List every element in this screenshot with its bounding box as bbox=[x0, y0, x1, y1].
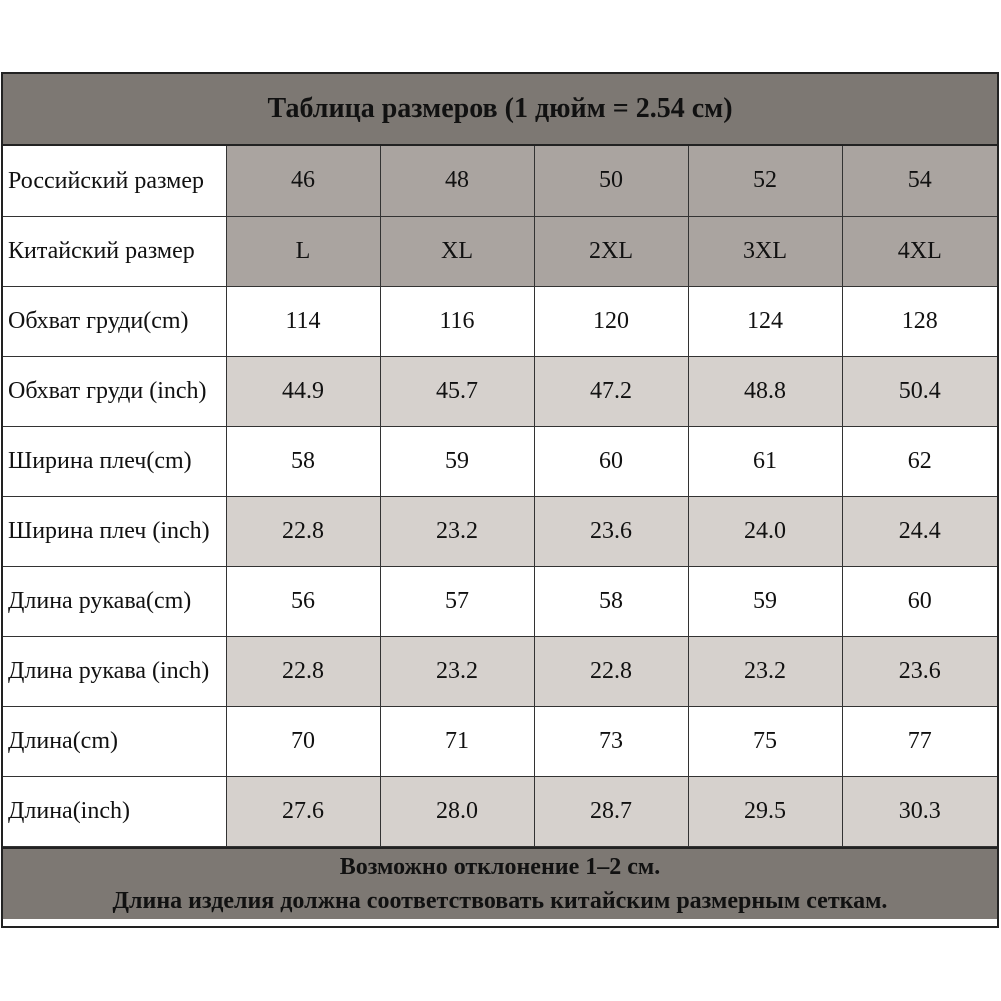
table-cell: 28.7 bbox=[534, 776, 688, 846]
table-cell: 60 bbox=[534, 426, 688, 496]
table-cell: 62 bbox=[842, 426, 997, 496]
table-cell: 48.8 bbox=[688, 356, 842, 426]
table-cell: 60 bbox=[842, 566, 997, 636]
row-label: Ширина плеч(cm) bbox=[3, 426, 226, 496]
table-cell: 73 bbox=[534, 706, 688, 776]
table-cell: 124 bbox=[688, 286, 842, 356]
table-cell: 114 bbox=[226, 286, 380, 356]
table-cell: 61 bbox=[688, 426, 842, 496]
size-table bbox=[3, 146, 997, 847]
table-row bbox=[3, 496, 997, 566]
table-cell: 58 bbox=[226, 426, 380, 496]
row-label: Ширина плеч (inch) bbox=[3, 496, 226, 566]
table-row bbox=[3, 426, 997, 496]
table-cell: 22.8 bbox=[226, 496, 380, 566]
table-cell: 23.2 bbox=[380, 636, 534, 706]
table-cell: 2XL bbox=[534, 216, 688, 286]
footer-note-line-1: Возможно отклонение 1–2 см. bbox=[339, 853, 661, 880]
table-cell: 44.9 bbox=[226, 356, 380, 426]
table-cell: 46 bbox=[226, 146, 380, 216]
table-cell: 48 bbox=[380, 146, 534, 216]
table-cell: 23.6 bbox=[842, 636, 997, 706]
table-cell: 47.2 bbox=[534, 356, 688, 426]
table-cell: 22.8 bbox=[534, 636, 688, 706]
table-cell: 116 bbox=[380, 286, 534, 356]
table-cell: 30.3 bbox=[842, 776, 997, 846]
table-cell: L bbox=[226, 216, 380, 286]
row-label: Российский размер bbox=[3, 146, 226, 216]
table-cell: 120 bbox=[534, 286, 688, 356]
row-label: Обхват груди (inch) bbox=[3, 356, 226, 426]
table-cell: 28.0 bbox=[380, 776, 534, 846]
table-cell: 77 bbox=[842, 706, 997, 776]
table-row bbox=[3, 776, 997, 846]
table-cell: 71 bbox=[380, 706, 534, 776]
table-cell: 50.4 bbox=[842, 356, 997, 426]
table-cell: 24.4 bbox=[842, 496, 997, 566]
table-cell: 3XL bbox=[688, 216, 842, 286]
table-cell: 59 bbox=[380, 426, 534, 496]
size-chart bbox=[1, 72, 999, 928]
footer-note-line-2: Длина изделия должна соответствовать китайским размерным сеткам. bbox=[112, 887, 888, 914]
row-label: Китайский размер bbox=[3, 216, 226, 286]
table-cell: 52 bbox=[688, 146, 842, 216]
table-cell: 59 bbox=[688, 566, 842, 636]
table-cell: XL bbox=[380, 216, 534, 286]
table-cell: 70 bbox=[226, 706, 380, 776]
row-label: Длина(cm) bbox=[3, 706, 226, 776]
table-cell: 23.6 bbox=[534, 496, 688, 566]
row-label: Длина(inch) bbox=[3, 776, 226, 846]
row-label: Длина рукава (inch) bbox=[3, 636, 226, 706]
table-cell: 128 bbox=[842, 286, 997, 356]
table-cell: 45.7 bbox=[380, 356, 534, 426]
table-cell: 57 bbox=[380, 566, 534, 636]
table-row bbox=[3, 636, 997, 706]
row-label: Обхват груди(cm) bbox=[3, 286, 226, 356]
table-row bbox=[3, 146, 997, 216]
table-row bbox=[3, 706, 997, 776]
size-table-body bbox=[3, 146, 997, 846]
table-cell: 24.0 bbox=[688, 496, 842, 566]
table-cell: 23.2 bbox=[380, 496, 534, 566]
table-cell: 27.6 bbox=[226, 776, 380, 846]
footer-note bbox=[3, 847, 997, 919]
table-cell: 23.2 bbox=[688, 636, 842, 706]
row-label: Длина рукава(cm) bbox=[3, 566, 226, 636]
table-cell: 56 bbox=[226, 566, 380, 636]
table-cell: 50 bbox=[534, 146, 688, 216]
size-chart-title: Таблица размеров (1 дюйм = 2.54 см) bbox=[3, 74, 997, 146]
table-cell: 4XL bbox=[842, 216, 997, 286]
table-row bbox=[3, 356, 997, 426]
table-cell: 75 bbox=[688, 706, 842, 776]
table-row bbox=[3, 286, 997, 356]
table-cell: 29.5 bbox=[688, 776, 842, 846]
table-cell: 22.8 bbox=[226, 636, 380, 706]
table-row bbox=[3, 216, 997, 286]
table-row bbox=[3, 566, 997, 636]
table-cell: 54 bbox=[842, 146, 997, 216]
table-cell: 58 bbox=[534, 566, 688, 636]
